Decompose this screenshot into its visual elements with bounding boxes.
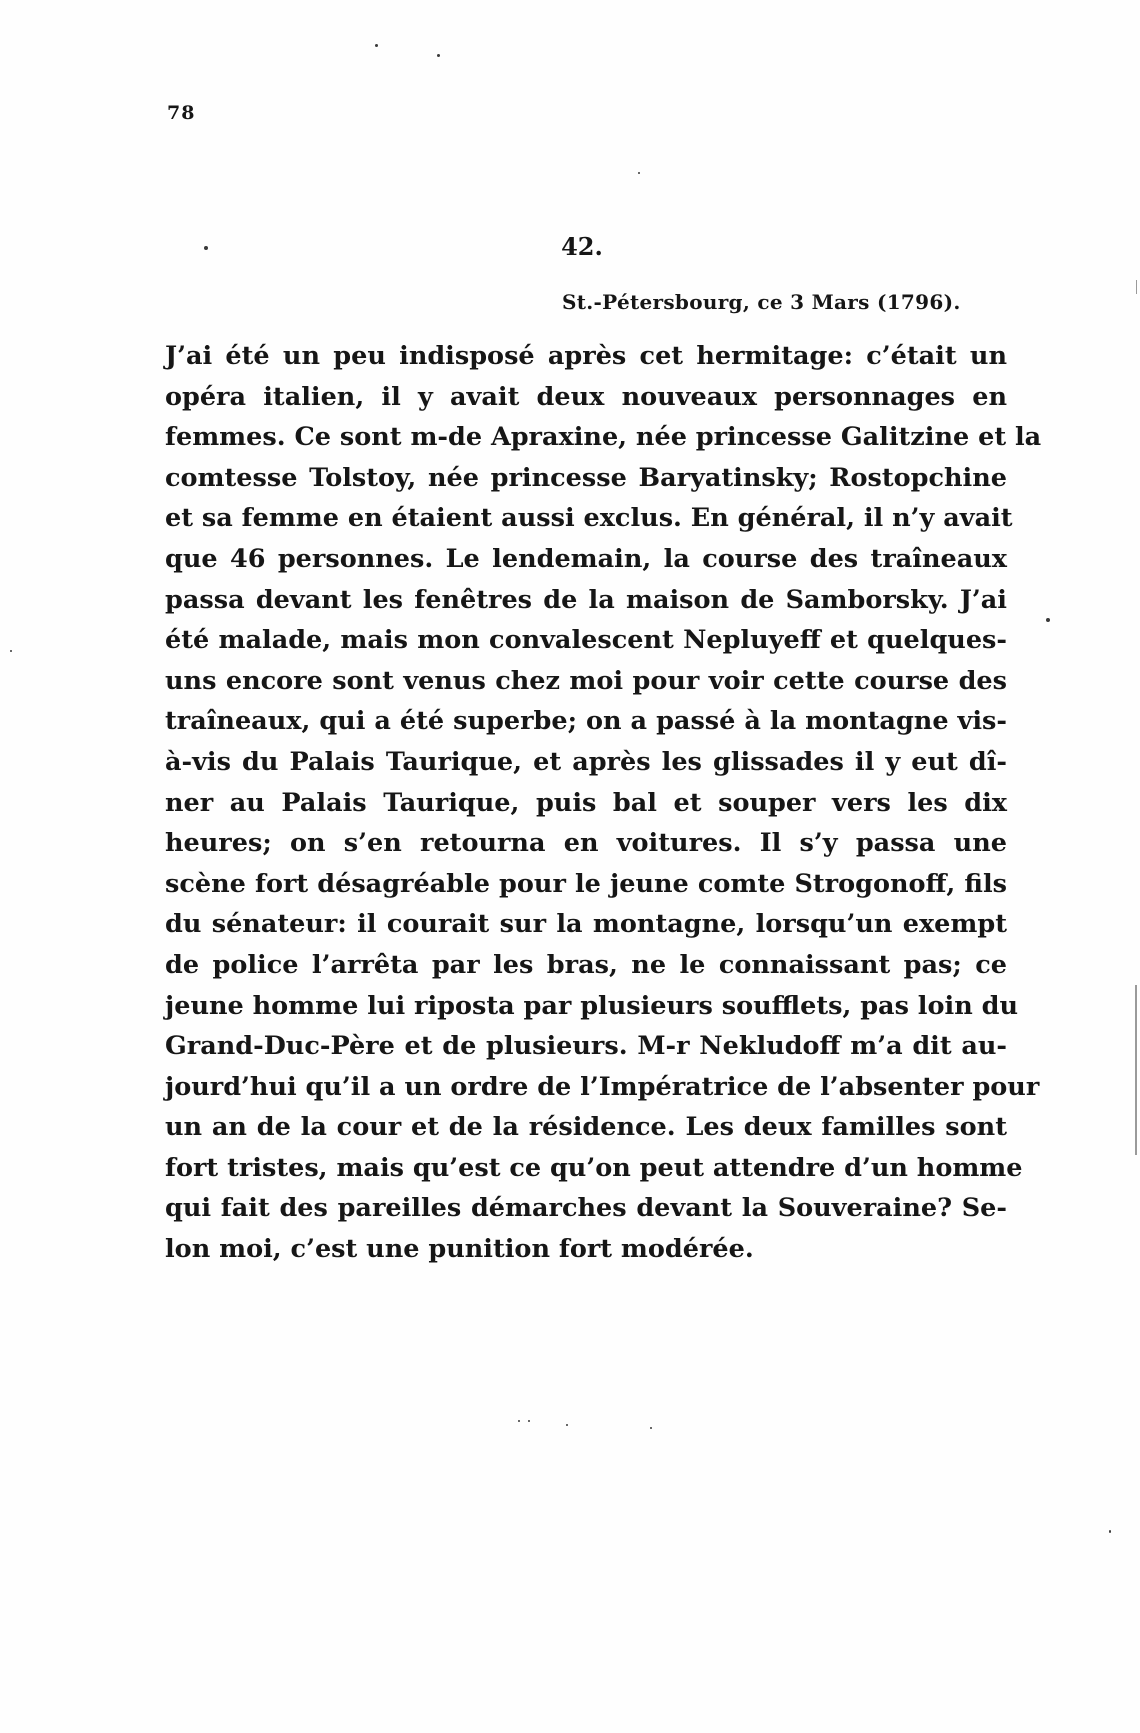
letter-body: [165, 336, 1042, 1270]
text-line: du sénateur: il courait sur la montagne, lorsqu’un exempt: [165, 909, 1007, 940]
scan-speck: [10, 650, 12, 652]
text-line: lon moi, c’est une punition fort modérée.: [165, 1234, 754, 1265]
text-line: femmes. Ce sont m-de Apraxine, née princesse Galitzine et la: [165, 422, 1042, 453]
text-line: et sa femme en étaient aussi exclus. En général, il n’y avait: [165, 503, 1013, 534]
text-line: heures; on s’en retourna en voitures. Il s’y passa une: [165, 828, 1007, 859]
scan-speck: [437, 54, 440, 57]
text-line: uns encore sont venus chez moi pour voir cette course des: [165, 665, 1007, 696]
text-line: comtesse Tolstoy, née princesse Baryatinsky; Rostopchine: [165, 462, 1007, 493]
page-number: 78: [167, 102, 196, 124]
text-line: de police l’arrêta par les bras, ne le connaissant pas; ce: [165, 949, 1007, 980]
scan-speck: [375, 44, 378, 47]
text-line: Grand-Duc-Père et de plusieurs. M-r Nekludoff m’a dit au-: [165, 1031, 1007, 1062]
text-line: été malade, mais mon convalescent Nepluyeff et quelques-: [165, 625, 1007, 656]
text-line: passa devant les fenêtres de la maison de Samborsky. J’ai: [165, 584, 1007, 615]
text-line: qui fait des pareilles démarches devant la Souveraine? Se-: [165, 1193, 1007, 1224]
scan-edge-mark: [1135, 985, 1137, 1155]
scan-edge-mark: [1136, 280, 1137, 294]
letter-number: 42.: [561, 232, 603, 261]
scan-speck: [528, 1420, 530, 1422]
scan-speck: [566, 1424, 568, 1426]
scan-speck: [638, 172, 640, 174]
text-line: ner au Palais Taurique, puis bal et souper vers les dix: [165, 787, 1007, 818]
scan-speck: [1046, 618, 1050, 622]
scan-speck: [518, 1420, 520, 1422]
text-line: jeune homme lui riposta par plusieurs soufflets, pas loin du: [165, 990, 1018, 1021]
scan-speck: [1109, 1530, 1111, 1533]
text-line: scène fort désagréable pour le jeune comte Strogonoff, fils: [165, 868, 1007, 899]
text-line: fort tristes, mais qu’est ce qu’on peut attendre d’un homme: [165, 1152, 1023, 1183]
letter-dateline: St.-Pétersbourg, ce 3 Mars (1796).: [562, 290, 961, 314]
text-line: opéra italien, il y avait deux nouveaux personnages en: [165, 381, 1007, 412]
text-line: J’ai été un peu indisposé après cet hermitage: c’était un: [165, 341, 1007, 371]
text-line: que 46 personnes. Le lendemain, la course des traîneaux: [165, 543, 1007, 574]
text-line: traîneaux, qui a été superbe; on a passé à la montagne vis-: [165, 706, 1007, 737]
text-line: jourd’hui qu’il a un ordre de l’Impératrice de l’absenter pour: [165, 1071, 1040, 1102]
scan-speck: [650, 1427, 652, 1429]
text-line: un an de la cour et de la résidence. Les deux familles sont: [165, 1112, 1007, 1143]
text-line: à-vis du Palais Taurique, et après les glissades il y eut dî-: [165, 746, 1007, 777]
scan-speck: [204, 246, 208, 250]
